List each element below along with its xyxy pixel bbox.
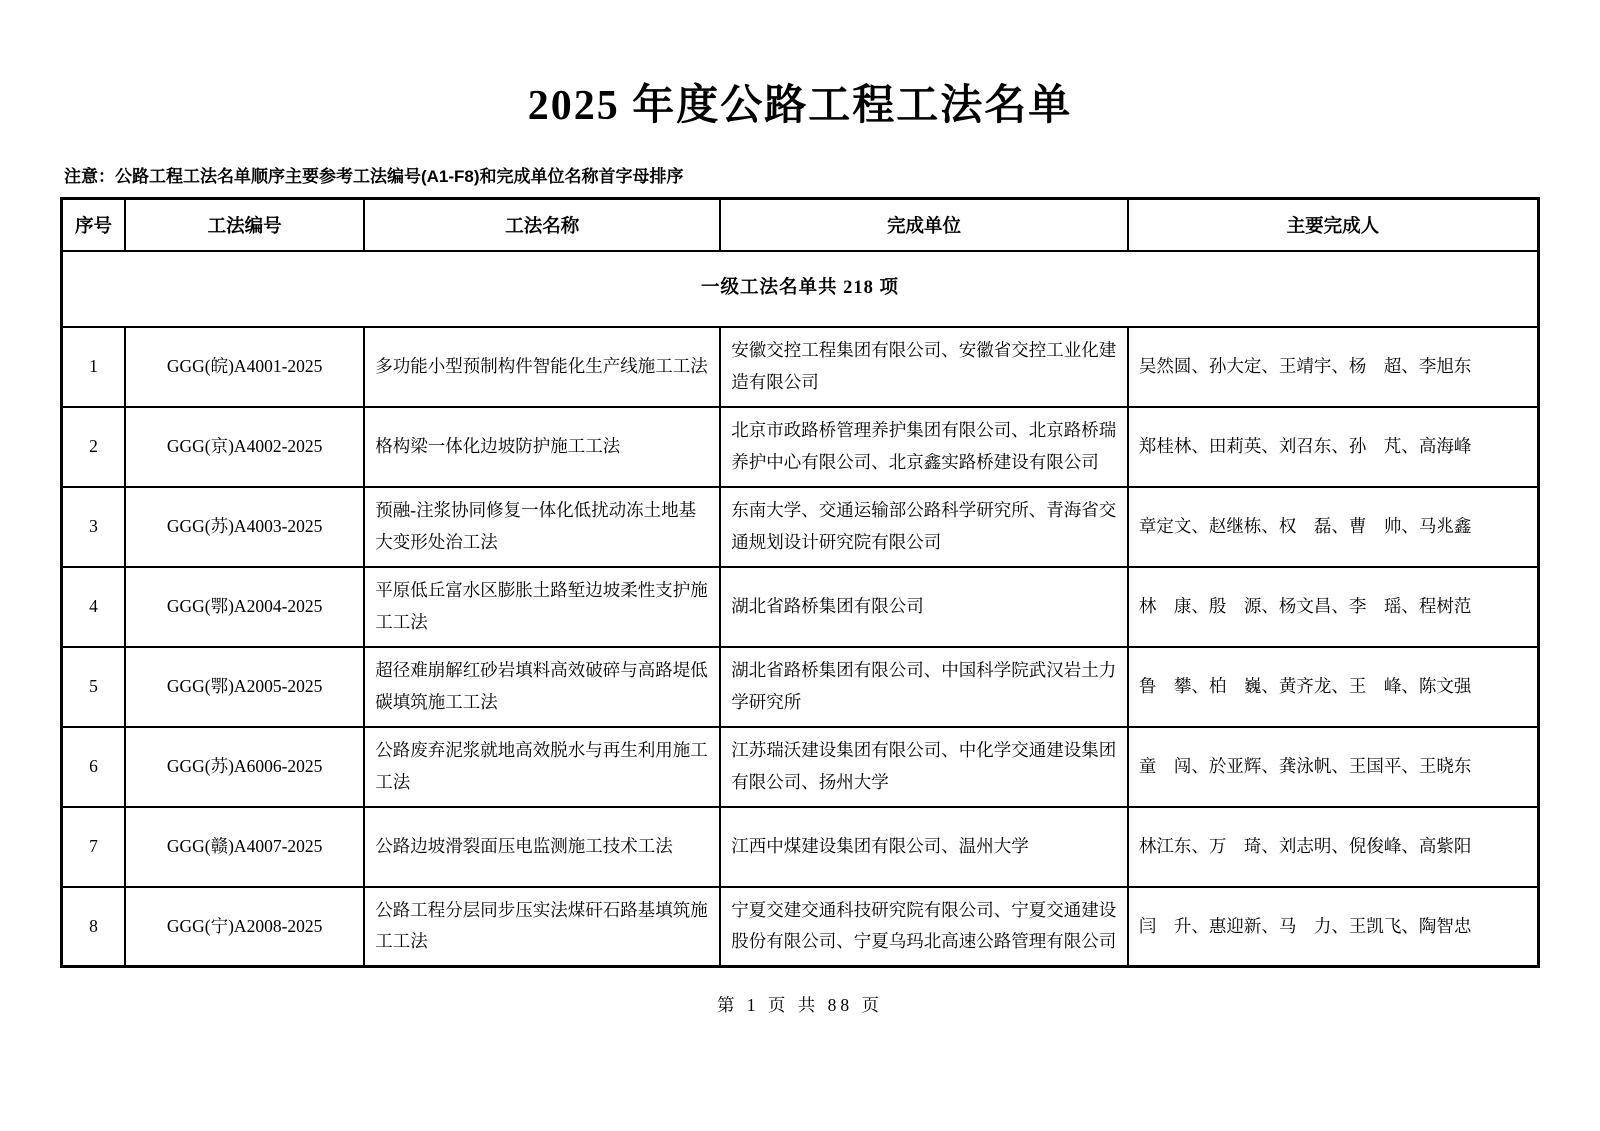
main-contributors: 林 康、殷 源、杨文昌、李 瑶、程树范 (1128, 567, 1539, 647)
method-name: 公路工程分层同步压实法煤矸石路基填筑施工工法 (364, 887, 720, 967)
method-code: GGG(苏)A6006-2025 (125, 727, 364, 807)
completing-units: 东南大学、交通运输部公路科学研究所、青海省交通规划设计研究院有限公司 (720, 487, 1128, 567)
table-row (62, 727, 1539, 807)
row-index: 6 (62, 727, 126, 807)
main-contributors: 林江东、万 琦、刘志明、倪俊峰、高紫阳 (1128, 807, 1539, 887)
method-name: 公路边坡滑裂面压电监测施工技术工法 (364, 807, 720, 887)
table-row (62, 407, 1539, 487)
main-contributors: 鲁 攀、柏 巍、黄齐龙、王 峰、陈文强 (1128, 647, 1539, 727)
table-header-row (62, 199, 1539, 251)
main-contributors: 闫 升、惠迎新、马 力、王凯飞、陶智忠 (1128, 887, 1539, 967)
completing-units: 湖北省路桥集团有限公司、中国科学院武汉岩土力学研究所 (720, 647, 1128, 727)
section-title: 一级工法名单共 218 项 (62, 251, 1539, 327)
method-code: GGG(苏)A4003-2025 (125, 487, 364, 567)
completing-units: 北京市政路桥管理养护集团有限公司、北京路桥瑞养护中心有限公司、北京鑫实路桥建设有限公司 (720, 407, 1128, 487)
method-name: 公路废弃泥浆就地高效脱水与再生利用施工工法 (364, 727, 720, 807)
completing-units: 湖北省路桥集团有限公司 (720, 567, 1128, 647)
method-code: GGG(宁)A2008-2025 (125, 887, 364, 967)
column-header-index: 序号 (62, 199, 126, 251)
section-row (62, 251, 1539, 327)
page-title: 2025 年度公路工程工法名单 (527, 83, 1073, 129)
main-contributors: 章定文、赵继栋、权 磊、曹 帅、马兆鑫 (1128, 487, 1539, 567)
row-index: 4 (62, 567, 126, 647)
completing-units: 安徽交控工程集团有限公司、安徽省交控工业化建造有限公司 (720, 327, 1128, 407)
row-index: 3 (62, 487, 126, 567)
main-contributors: 童 闯、於亚辉、龚泳帆、王国平、王晓东 (1128, 727, 1539, 807)
method-code: GGG(皖)A4001-2025 (125, 327, 364, 407)
method-name: 格构梁一体化边坡防护施工工法 (364, 407, 720, 487)
method-name: 平原低丘富水区膨胀土路堑边坡柔性支护施工工法 (364, 567, 720, 647)
table-row (62, 487, 1539, 567)
main-contributors: 吴然圆、孙大定、王靖宇、杨 超、李旭东 (1128, 327, 1539, 407)
page-footer: 第 1 页 共 88 页 (716, 995, 884, 1015)
note-text: 注意：公路工程工法名单顺序主要参考工法编号(A1-F8)和完成单位名称首字母排序 (64, 167, 684, 186)
row-index: 8 (62, 887, 126, 967)
row-index: 5 (62, 647, 126, 727)
method-code: GGG(鄂)A2004-2025 (125, 567, 364, 647)
method-code: GGG(京)A4002-2025 (125, 407, 364, 487)
method-code: GGG(赣)A4007-2025 (125, 807, 364, 887)
column-header-units: 完成单位 (720, 199, 1128, 251)
table-row (62, 327, 1539, 407)
main-contributors: 郑桂林、田莉英、刘召东、孙 芃、高海峰 (1128, 407, 1539, 487)
table-row (62, 647, 1539, 727)
method-code: GGG(鄂)A2005-2025 (125, 647, 364, 727)
column-header-name: 工法名称 (364, 199, 720, 251)
completing-units: 宁夏交建交通科技研究院有限公司、宁夏交通建设股份有限公司、宁夏乌玛北高速公路管理有限公司 (720, 887, 1128, 967)
method-name: 超径难崩解红砂岩填料高效破碎与高路堤低碳填筑施工工法 (364, 647, 720, 727)
table-row (62, 567, 1539, 647)
row-index: 2 (62, 407, 126, 487)
method-list-table (60, 197, 1540, 968)
completing-units: 江西中煤建设集团有限公司、温州大学 (720, 807, 1128, 887)
row-index: 1 (62, 327, 126, 407)
column-header-people: 主要完成人 (1128, 199, 1539, 251)
method-name: 多功能小型预制构件智能化生产线施工工法 (364, 327, 720, 407)
method-name: 预融-注浆协同修复一体化低扰动冻土地基大变形处治工法 (364, 487, 720, 567)
completing-units: 江苏瑞沃建设集团有限公司、中化学交通建设集团有限公司、扬州大学 (720, 727, 1128, 807)
row-index: 7 (62, 807, 126, 887)
table-row (62, 807, 1539, 887)
table-row (62, 887, 1539, 967)
column-header-code: 工法编号 (125, 199, 364, 251)
